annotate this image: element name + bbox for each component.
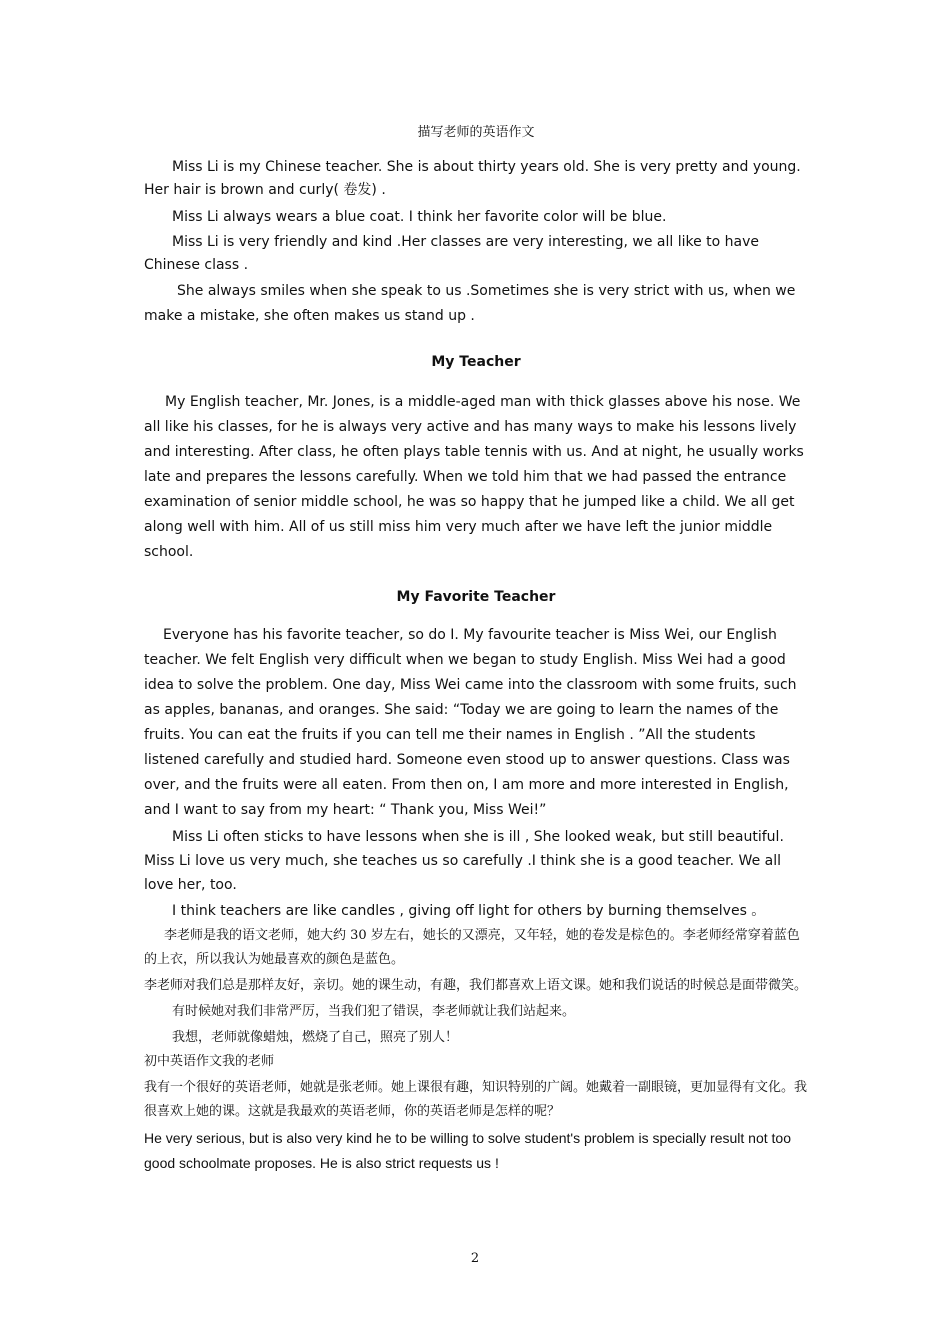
essay1-paragraph-3: Miss Li is very friendly and kind .Her classes are very interesting, we all like to have Chinese class . — [144, 234, 760, 273]
chinese-heading: 初中英语作文我的老师 — [144, 1054, 275, 1069]
essay1-paragraph-4: She always smiles when she speak to us .Sometimes she is very strict with us, when we make a mistake, she often makes us stand up . — [144, 283, 796, 324]
essay2 — [144, 390, 808, 565]
page-number: 2 — [470, 1251, 480, 1266]
chinese-paragraph-4: 我想，老师就像蜡烛，燃烧了自己，照亮了别人！ — [172, 1030, 459, 1045]
essay3-paragraph: Everyone has his favorite teacher, so do I. My favourite teacher is Miss Wei, our English teacher. We felt English very difficult when we began to study English. Miss Wei had a good idea to solve the problem. One day, Miss Wei came into the classroom with some fruits, such as apples, bananas, and oranges. She said: “Today we are going to learn the names of the fruits. You can eat the fruits if you can tell me their names in English . ”All the students listened carefully and studied hard. Someone even stood up to answer questions. Class was over, and the fruits were all eaten. From then on, I am more and more interested in English, and I want to say from my heart: “ Thank you, Miss Wei!” — [144, 627, 797, 818]
essay3-extra-1: Miss Li often sticks to have lessons when she is ill , She looked weak, but still beautiful. Miss Li love us very much, she teaches us so carefully .I think she is a good teacher. We all love her, too. — [144, 829, 784, 893]
document-title: 描写老师的英语作文 — [417, 125, 535, 140]
essay1-paragraph-1: Miss Li is my Chinese teacher. She is about thirty years old. She is very pretty and young. Her hair is brown and curly( 卷发) . — [144, 159, 801, 198]
closing-english-paragraph: He very serious, but is also very kind he to be willing to solve student's problem is specially result not too good schoolmate proposes. He is also strict requests us ! — [144, 1130, 791, 1171]
essay2-heading: My Teacher — [431, 354, 521, 370]
essay1 — [144, 156, 808, 329]
essay3-heading: My Favorite Teacher — [396, 589, 556, 605]
chinese-section — [144, 924, 808, 1176]
essay3 — [144, 623, 808, 923]
chinese-paragraph-5: 我有一个很好的英语老师，她就是张老师。她上课很有趣，知识特别的广阔。她戴着一副眼镜，更加显得有文化。我很喜欢上她的课。这就是我最欢的英语老师，你的英语老师是怎样的呢？ — [144, 1080, 808, 1119]
essay1-paragraph-2: Miss Li always wears a blue coat. I think her favorite color will be blue. — [172, 209, 667, 225]
chinese-paragraph-2: 李老师对我们总是那样友好，亲切。她的课生动，有趣，我们都喜欢上语文课。她和我们说话的时候总是面带微笑。 — [144, 978, 808, 993]
chinese-paragraph-3: 有时候她对我们非常严厉，当我们犯了错误，李老师就让我们站起来。 — [172, 1004, 576, 1019]
essay2-paragraph: My English teacher, Mr. Jones, is a middle-aged man with thick glasses above his nose. We all like his classes, for he is always very active and has many ways to make his lessons lively and interesting. After class, he often plays table tennis with us. And at night, he usually works late and prepares the lessons carefully. When we told him that we had passed the entrance examination of senior middle school, he was so happy that he jumped like a child. We all get along well with him. All of us still miss him very much after we have left the junior middle school. — [144, 394, 804, 560]
chinese-paragraph-1: 李老师是我的语文老师，她大约 30 岁左右，她长的又漂亮，又年轻，她的卷发是棕色的。李老师经常穿着蓝色的上衣，所以我认为她最喜欢的颜色是蓝色。 — [144, 928, 800, 967]
essay3-extra-2: I think teachers are like candles , giving off light for others by burning themselves 。 — [172, 903, 766, 919]
